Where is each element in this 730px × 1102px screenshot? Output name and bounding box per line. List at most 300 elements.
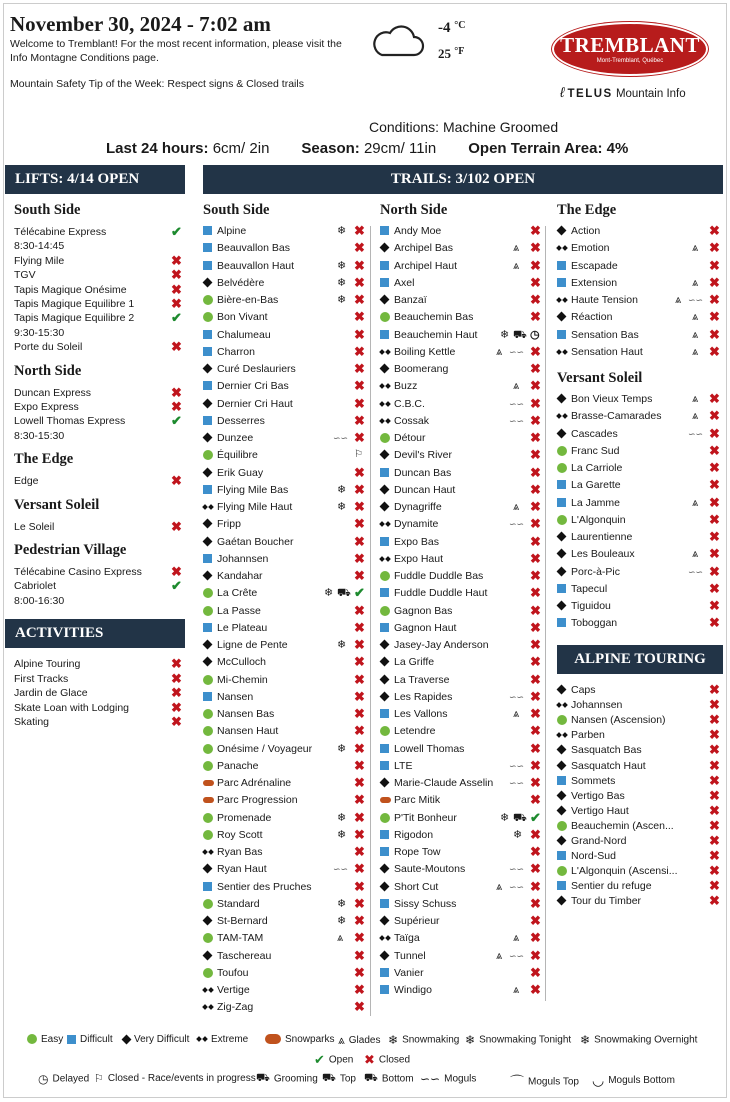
- difficulty-marker: [380, 243, 388, 253]
- closed-x-icon: ✖: [354, 999, 365, 1015]
- difficulty-marker: [380, 364, 388, 374]
- difficulty-marker: [203, 985, 213, 997]
- legend-glades: [338, 1033, 380, 1048]
- lift-name: Tapis Magique Equilibre 1: [14, 298, 135, 310]
- difficulty-marker: [380, 847, 389, 858]
- closed-x-icon: ✖: [709, 615, 720, 631]
- trail-name: Équilibre: [217, 449, 258, 462]
- glades-icon: ⩓: [692, 311, 699, 324]
- difficult-icon: [380, 761, 389, 770]
- snowmaking-icon: ❄: [513, 828, 523, 841]
- season-label: Season:: [301, 140, 360, 157]
- feature-marker: [692, 241, 698, 255]
- trail-name: Ryan Haut: [217, 863, 267, 876]
- very-difficult-icon: [557, 394, 567, 404]
- closed-x-icon: ✖: [530, 723, 541, 739]
- moguls-icon: ∽∽: [688, 428, 704, 439]
- season-in: 11in: [408, 140, 437, 157]
- difficulty-marker: [203, 330, 212, 341]
- closed-x-icon: ✖: [354, 671, 365, 687]
- difficulty-marker: [203, 726, 213, 738]
- very-difficult-icon: [203, 640, 213, 650]
- closed-x-icon: ✖: [530, 706, 541, 721]
- grooming-icon: ⛟: [337, 587, 351, 600]
- extreme-icon: [557, 295, 567, 305]
- cloud-icon: [370, 24, 426, 58]
- glades-icon: ⩓: [496, 345, 503, 358]
- closed-x-icon: ✖: [709, 802, 720, 818]
- difficulty-marker: [203, 226, 212, 237]
- trail-name: Desserres: [217, 414, 265, 427]
- closed-x-icon: ✖: [530, 637, 541, 652]
- closed-x-icon: ✖: [709, 563, 720, 579]
- snowmaking-icon: ❄: [337, 742, 347, 755]
- difficulty-marker: [203, 899, 213, 911]
- feature-marker: [496, 345, 502, 359]
- very-difficult-icon: [380, 502, 390, 512]
- glades-icon: ⩓: [692, 548, 699, 561]
- touring-name: Vertigo Haut: [571, 804, 629, 817]
- closed-x-icon: ✖: [354, 654, 365, 670]
- closed-x-icon: ✖: [709, 442, 720, 458]
- feature-marker: [337, 224, 346, 238]
- lifts-header: LIFTS: 4/14 OPEN: [5, 165, 185, 194]
- feature-marker: [675, 293, 681, 307]
- touring-name: Johannsen: [571, 699, 623, 712]
- glades-icon: ⩓: [513, 259, 520, 272]
- closed-x-icon: ✖: [709, 529, 720, 544]
- feature-marker: [513, 983, 519, 997]
- easy-icon: [380, 813, 390, 823]
- trail-name: LTE: [394, 759, 413, 772]
- closed-x-icon: ✖: [354, 568, 365, 583]
- closed-x-icon: ✖: [171, 339, 182, 355]
- snowpark-icon: [203, 797, 214, 803]
- difficulty-marker: [203, 778, 214, 788]
- glades-icon: ⩓: [692, 410, 699, 423]
- snowmaking-icon: ❄: [337, 225, 347, 238]
- easy-icon: [557, 821, 567, 831]
- feature-marker: [509, 345, 524, 359]
- very-difficult-icon: [380, 295, 390, 305]
- lift-hours: 8:30-15:30: [14, 429, 65, 442]
- difficulty-marker: [380, 330, 389, 341]
- difficulty-marker: [203, 640, 211, 650]
- snowpark-icon: [265, 1034, 281, 1044]
- closed-x-icon: ✖: [709, 727, 720, 743]
- easy-icon: [380, 571, 390, 581]
- trail-name: Belvédère: [217, 276, 265, 289]
- difficulty-marker: [557, 411, 567, 423]
- trail-name: Andy Moe: [394, 225, 442, 237]
- closed-x-icon: ✖: [171, 267, 182, 283]
- trail-name: Haute Tension: [571, 294, 638, 306]
- difficult-icon: [203, 243, 212, 252]
- snowmaking-icon: ❄: [337, 897, 347, 910]
- closed-x-icon: ✖: [530, 361, 541, 376]
- trail-name: Parc Adrénaline: [217, 777, 292, 789]
- snowpark-icon: [380, 797, 391, 803]
- difficulty-marker: [203, 882, 212, 893]
- trail-name: TAM-TAM: [217, 932, 264, 945]
- conditions-value: Machine Groomed: [442, 119, 559, 135]
- legend-moguls: [420, 1072, 476, 1086]
- difficulty-marker: [557, 776, 566, 787]
- difficulty-marker: [203, 795, 214, 805]
- trail-name: Laurentienne: [571, 531, 633, 543]
- trail-name: Bon Vieux Temps: [571, 393, 653, 405]
- difficult-icon: [203, 485, 212, 494]
- difficulty-marker: [557, 791, 565, 801]
- difficulty-marker: [557, 881, 566, 892]
- lift-hours: 9:30-15:30: [14, 326, 65, 339]
- very-difficult-icon: [557, 745, 567, 755]
- trail-name: Beauchemin Haut: [394, 328, 478, 341]
- trail-name: Dynamite: [394, 518, 439, 531]
- season-cm: 29cm: [363, 140, 401, 157]
- trail-name: Sentier des Pruches: [217, 880, 312, 893]
- legend-snowmaking-overnight: [580, 1033, 697, 1047]
- feature-marker: [337, 259, 346, 273]
- trail-name: Standard: [217, 897, 260, 910]
- difficulty-marker: [203, 519, 211, 529]
- difficulty-marker: [203, 554, 212, 565]
- trail-name: La Crête: [217, 587, 258, 600]
- very-difficult-icon: [380, 243, 390, 253]
- section-heading: North Side: [380, 202, 448, 218]
- extreme-icon: [203, 847, 213, 857]
- trail-name: Tunnel: [394, 949, 426, 962]
- trail-name: Dynagriffe: [394, 501, 442, 513]
- section-heading: Versant Soleil: [14, 496, 100, 513]
- snowmaking-icon: ❄: [388, 1033, 399, 1047]
- closed-x-icon: ✖: [530, 516, 541, 532]
- moguls-icon: ∽∽: [509, 415, 525, 426]
- legend-very-difficult-label: Very Difficult: [134, 1034, 190, 1045]
- difficult-icon: [380, 899, 389, 908]
- very-difficult-icon: [122, 1034, 132, 1044]
- extreme-icon: [380, 347, 390, 357]
- trail-name: Flying Mile Bas: [217, 483, 289, 496]
- glades-icon: ⩓: [513, 242, 520, 255]
- difficulty-marker: [557, 330, 566, 341]
- easy-icon: [203, 744, 213, 754]
- moguls-icon: ∽∽: [509, 760, 525, 771]
- difficulty-marker: [203, 813, 213, 825]
- trail-name: Réaction: [571, 311, 613, 324]
- trail-name: Les Rapides: [394, 690, 453, 703]
- difficulty-marker: [557, 730, 567, 742]
- closed-x-icon: ✖: [354, 361, 365, 376]
- last24-cm: 6cm: [212, 140, 242, 157]
- activity-name: Skate Loan with Lodging: [14, 701, 130, 714]
- feature-marker: [692, 409, 698, 423]
- snowmaking-tonight-icon: ❄: [465, 1033, 476, 1047]
- easy-icon: [203, 899, 213, 909]
- difficulty-marker: [557, 429, 565, 439]
- activity-name: Skating: [14, 716, 50, 728]
- extreme-icon: [380, 554, 390, 564]
- moguls-bottom-icon: ◡: [592, 1072, 605, 1088]
- trail-name: L'Algonquin: [571, 513, 626, 526]
- extreme-icon: [557, 347, 567, 357]
- difficult-icon: [203, 554, 212, 563]
- closed-x-icon: ✖: [530, 947, 541, 963]
- legend-snowmaking-tonight-label: Snowmaking Tonight: [479, 1034, 572, 1046]
- difficulty-marker: [557, 851, 566, 862]
- trail-name: Flying Mile Haut: [217, 501, 293, 513]
- very-difficult-icon: [380, 657, 390, 667]
- section-heading: The Edge: [557, 202, 617, 218]
- feature-marker: [337, 914, 346, 928]
- trail-name: Les Bouleaux: [571, 548, 635, 561]
- feature-marker: [333, 862, 348, 876]
- legend-snowmaking: [388, 1033, 459, 1047]
- trail-name: Dernier Cri Haut: [217, 397, 293, 410]
- trail-name: McCulloch: [217, 656, 267, 669]
- trail-name: Devil's River: [394, 449, 453, 462]
- difficulty-marker: [557, 480, 566, 491]
- closed-x-icon: ✖: [709, 697, 720, 713]
- difficulty-marker: [203, 1002, 213, 1014]
- extreme-icon: [203, 502, 213, 512]
- closed-x-icon: ✖: [354, 516, 365, 532]
- feature-marker: [496, 880, 502, 894]
- closed-x-icon: ✖: [709, 878, 720, 894]
- snow-stats: Last 24 hours: 6cm/ 2in Season: 29cm/ 11in Open Terrain Area: 4%: [106, 140, 629, 157]
- easy-icon: [203, 312, 213, 322]
- difficulty-marker: [380, 899, 389, 910]
- closed-x-icon: ✖: [354, 257, 365, 273]
- terrain-label: Open Terrain Area:: [468, 140, 603, 157]
- difficulty-marker: [380, 295, 388, 305]
- section-heading: South Side: [203, 202, 270, 218]
- trail-name: Toufou: [217, 966, 249, 979]
- trail-name: Rope Tow: [394, 846, 441, 858]
- feature-marker: [513, 828, 522, 842]
- very-difficult-icon: [380, 864, 390, 874]
- difficulty-marker: [203, 312, 213, 324]
- feature-marker: [509, 517, 524, 531]
- moguls-icon: ∽∽: [509, 519, 525, 530]
- closed-x-icon: ✖: [530, 878, 541, 894]
- difficulty-marker: [203, 537, 211, 547]
- feature-marker: [337, 931, 343, 945]
- feature-marker: [688, 427, 703, 441]
- closed-x-icon: ✖: [354, 809, 365, 825]
- feature-marker: [509, 862, 524, 876]
- difficult-icon: [380, 537, 389, 546]
- glades-icon: ⩓: [496, 880, 503, 893]
- difficulty-marker: [380, 606, 390, 618]
- trail-name: Taschereau: [217, 949, 272, 962]
- closed-x-icon: ✖: [354, 637, 365, 652]
- very-difficult-icon: [380, 916, 390, 926]
- closed-x-icon: ✖: [354, 378, 365, 394]
- difficult-icon: [557, 480, 566, 489]
- closed-x-icon: ✖: [530, 775, 541, 790]
- feature-marker: [513, 328, 527, 342]
- lift-name: Duncan Express: [14, 386, 92, 399]
- feature-marker: [688, 293, 703, 307]
- difficulty-marker: [380, 882, 388, 892]
- legend-moguls-label: Moguls: [444, 1073, 477, 1085]
- open-check-icon: ✔: [171, 224, 182, 239]
- telus-sponsor: ℓ TELUS Mountain Info: [560, 84, 686, 100]
- difficulty-marker: [557, 700, 567, 712]
- glades-icon: ⩓: [513, 932, 520, 945]
- difficulty-marker: [203, 588, 213, 600]
- difficulty-marker: [380, 951, 388, 961]
- difficulty-marker: [203, 709, 213, 721]
- closed-x-icon: ✖: [171, 685, 182, 700]
- closed-x-icon: ✖: [530, 895, 541, 911]
- difficulty-marker: [203, 571, 211, 581]
- very-difficult-icon: [203, 571, 213, 581]
- trail-name: Toboggan: [571, 617, 618, 630]
- moguls-icon: ∽∽: [509, 778, 525, 789]
- glades-icon: ⩓: [513, 708, 520, 721]
- lift-hours: 8:30-14:45: [14, 240, 65, 253]
- moguls-icon: ∽∽: [509, 950, 525, 961]
- touring-name: Caps: [571, 684, 596, 696]
- last24-in: 2in: [249, 140, 270, 157]
- legend-delayed-label: Delayed: [52, 1073, 90, 1085]
- easy-icon: [203, 726, 213, 736]
- closed-x-icon: ✖: [530, 826, 541, 842]
- trail-name: Saute-Moutons: [394, 863, 466, 876]
- legend-bottom: [364, 1072, 414, 1086]
- closed-x-icon: ✖: [530, 292, 541, 307]
- trail-name: Cascades: [571, 427, 618, 440]
- very-difficult-icon: [203, 657, 213, 667]
- trail-name: Action: [571, 225, 601, 237]
- closed-x-icon: ✖: [530, 757, 541, 773]
- very-difficult-icon: [380, 950, 390, 960]
- difficulty-marker: [557, 685, 565, 695]
- lift-name: Tapis Magique Equilibre 2: [14, 312, 135, 325]
- closed-x-icon: ✖: [709, 712, 720, 728]
- touring-name: Nansen (Ascension): [571, 714, 666, 727]
- difficulty-marker: [203, 933, 213, 945]
- very-difficult-icon: [380, 640, 390, 650]
- moguls-top-icon: ⌒: [510, 1074, 524, 1090]
- difficulty-marker: [203, 606, 213, 618]
- difficult-icon: [380, 709, 389, 718]
- closed-x-icon: ✖: [709, 863, 720, 879]
- extreme-icon: [557, 411, 567, 421]
- snowmaking-icon: ❄: [500, 328, 510, 341]
- very-difficult-icon: [557, 760, 567, 770]
- closed-x-icon: ✖: [354, 292, 365, 307]
- glades-icon: ⩓: [338, 1033, 345, 1047]
- difficulty-marker: [380, 778, 388, 788]
- section-heading: Pedestrian Village: [14, 542, 127, 558]
- closed-x-icon: ✖: [354, 740, 365, 756]
- difficulty-marker: [380, 761, 389, 772]
- open-check-icon: ✔: [171, 310, 182, 326]
- activity-name: Jardin de Glace: [14, 687, 88, 699]
- extreme-icon: [557, 243, 567, 253]
- feature-marker: [513, 379, 519, 393]
- closed-x-icon: ✖: [364, 1052, 375, 1067]
- difficulty-marker: [380, 519, 390, 531]
- difficulty-marker: [203, 847, 213, 859]
- easy-icon: [203, 295, 213, 305]
- closed-x-icon: ✖: [354, 464, 365, 480]
- legend-snowparks-label: Snowparks: [285, 1034, 335, 1045]
- difficulty-marker: [557, 601, 565, 611]
- extreme-icon: [380, 416, 390, 426]
- closed-x-icon: ✖: [709, 772, 720, 788]
- legend-closed: [364, 1052, 410, 1068]
- difficulty-marker: [557, 532, 565, 542]
- closed-x-icon: ✖: [709, 757, 720, 773]
- difficulty-marker: [557, 515, 567, 527]
- difficulty-marker: [203, 502, 213, 514]
- closed-x-icon: ✖: [171, 399, 182, 414]
- closed-x-icon: ✖: [354, 878, 365, 894]
- legend-moguls-top: [510, 1072, 579, 1092]
- trail-name: Gaétan Boucher: [217, 535, 294, 548]
- difficult-icon: [557, 881, 566, 890]
- trail-name: Tapecul: [571, 582, 608, 595]
- closed-x-icon: ✖: [530, 533, 541, 549]
- difficult-icon: [380, 226, 389, 235]
- very-difficult-icon: [380, 450, 390, 460]
- legend-closed-label: Closed: [378, 1054, 411, 1066]
- difficulty-marker: [203, 657, 211, 667]
- trail-name: Détour: [394, 432, 426, 444]
- difficulty-marker: [380, 399, 390, 411]
- closed-x-icon: ✖: [171, 699, 182, 715]
- very-difficult-icon: [203, 519, 213, 529]
- feature-marker: [337, 811, 346, 825]
- closed-x-icon: ✖: [709, 580, 720, 596]
- legend-extreme: [197, 1034, 248, 1045]
- easy-icon: [203, 813, 213, 823]
- difficulty-marker: [557, 295, 567, 307]
- glades-icon: ⩓: [692, 345, 699, 358]
- easy-icon: [557, 463, 567, 473]
- feature-marker: [509, 759, 524, 773]
- feature-marker: [509, 414, 524, 428]
- section-heading: South Side: [14, 202, 81, 218]
- trail-name: Buzz: [394, 380, 418, 393]
- trail-name: Taïga: [394, 932, 420, 945]
- difficulty-marker: [203, 416, 212, 427]
- closed-x-icon: ✖: [354, 309, 365, 325]
- feature-marker: [509, 776, 524, 790]
- easy-icon: [203, 830, 213, 840]
- glades-icon: ⩓: [692, 276, 699, 289]
- trail-name: Banzaï: [394, 294, 427, 306]
- feature-marker: [692, 496, 698, 510]
- closed-x-icon: ✖: [171, 714, 182, 729]
- extreme-icon: [380, 399, 390, 409]
- lift-name: TGV: [14, 269, 36, 282]
- touring-name: Parben: [571, 729, 605, 742]
- difficulty-marker: [203, 278, 211, 288]
- difficulty-marker: [557, 761, 565, 771]
- closed-x-icon: ✖: [530, 274, 541, 290]
- difficulty-marker: [380, 709, 389, 720]
- trail-name: Fuddle Duddle Haut: [394, 587, 488, 600]
- tremblant-logo: [552, 22, 708, 76]
- touring-name: Sasquatch Haut: [571, 759, 646, 772]
- closed-x-icon: ✖: [709, 460, 720, 475]
- snowmaking-icon: ❄: [337, 915, 347, 928]
